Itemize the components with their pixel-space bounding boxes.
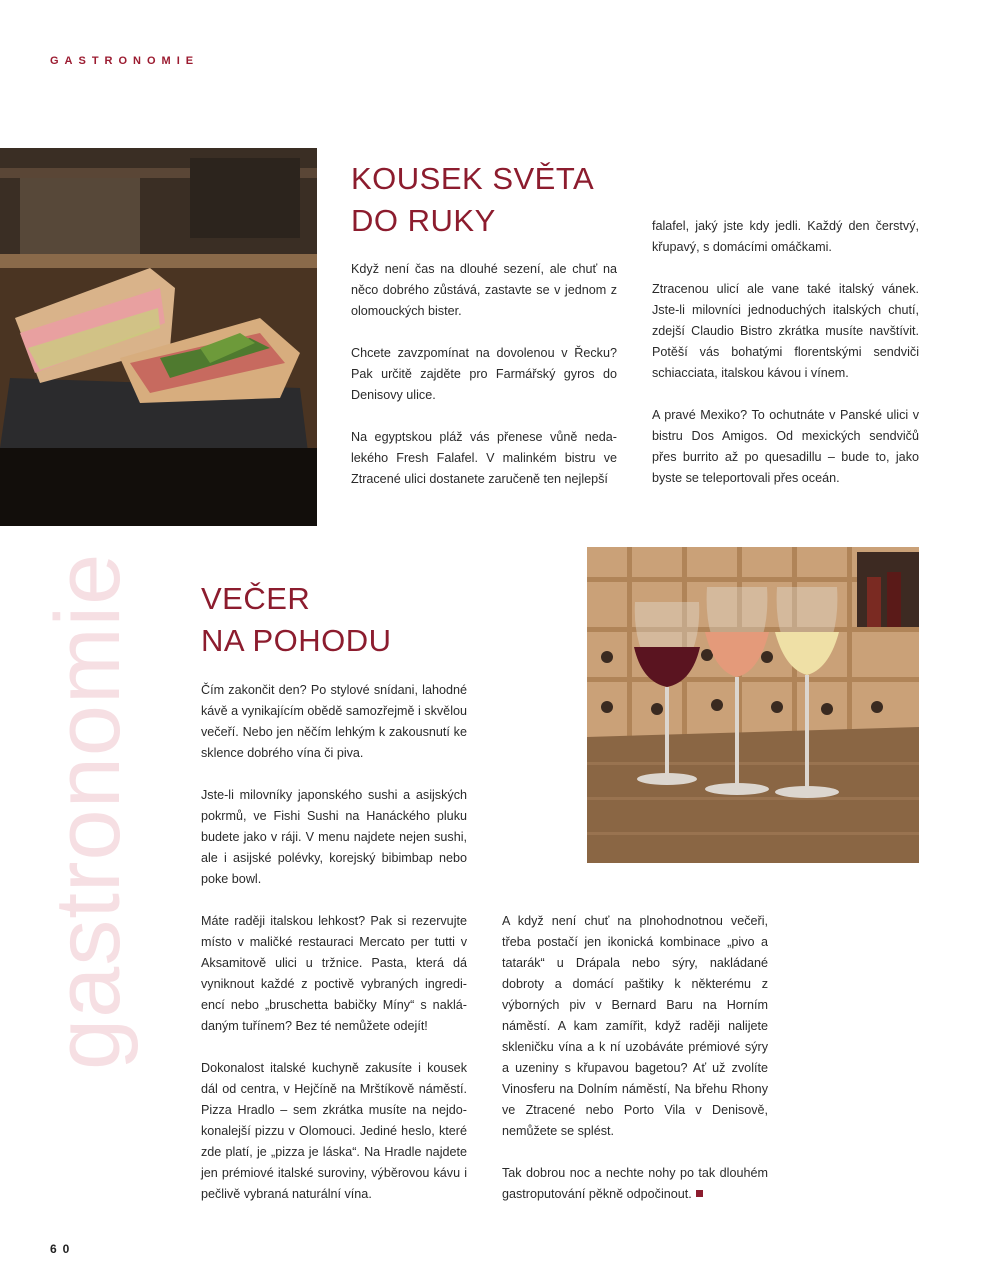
sandwich-photo xyxy=(0,148,317,526)
wine-photo xyxy=(587,547,919,863)
end-mark-icon xyxy=(696,1190,703,1197)
paragraph-end xyxy=(502,1163,768,1205)
article2-heading xyxy=(201,578,392,662)
paragraph: Ztracenou ulicí ale vane také italský vánek. Jste-li milovníci jednoduchých italských chutí, zdejší Claudio Bistro zkrátka musíte navštívit. Potěší vás bohatými florentskými sendviči schiacciata, italskou kávou i vínem. xyxy=(652,282,919,380)
sandwich-image xyxy=(0,148,317,526)
article2-heading-line2: NA POHODU xyxy=(201,623,392,658)
closing-text: Tak dobrou noc a nechte nohy po tak dlouhém gastroputování pěkně odpočinout. xyxy=(502,1166,768,1201)
article1-column2 xyxy=(652,216,919,489)
paragraph: Na egyptskou pláž vás přenese vůně neda-lekého Fresh Falafel. V malinkém bistru ve Ztracené ulici dostanete zaručeně ten nejlepší xyxy=(351,430,617,486)
article1-column1 xyxy=(351,259,617,490)
paragraph: Jste-li milovníky japonského sushi a asijských pokrmů, ve Fishi Sushi na Hanáckého pluku budete jako v ráji. V menu najdete nejen sushi, ale i asijské polévky, korejský bibimbap nebo poke bowl. xyxy=(201,788,467,886)
article1-heading-line1: KOUSEK SVĚTA xyxy=(351,161,595,196)
article1-heading-line2: DO RUKY xyxy=(351,203,496,238)
paragraph: Máte raději italskou lehkost? Pak si rezervujte místo v maličké restauraci Mercato per tutti v Aksamitově ulici u tržnice. Pasta, která dá vyniknout každé z poctivě vybraných ingredi-encí nebo „bruschetta babičky Míny“ s naklá-daným tuřínem? Bez té nemůžete odejít! xyxy=(201,914,467,1033)
paragraph: A když není chuť na plnohodnotnou večeři, třeba postačí jen ikonická kombinace „pivo a tatarák“ u Drápala nebo sýry, nakládané dobroty a domácí paštiky k některému z výborných piv v Bernard Baru na Horním náměstí. A kam zamířit, když raději nalijete skleničku vína a k ní uzobáváte prémiové sýry a uzeniny s křupavou bagetou? Ať už zvolíte Vinosferu na Dolním náměstí, Na břehu Rhony ve Ztracené nebo Porto Vila v Denisově, nemůžete se splést. xyxy=(502,914,768,1138)
paragraph: Chcete zavzpomínat na dovolenou v Řecku? Pak určitě zajděte pro Farmářský gyros do Denisovy ulice. xyxy=(351,346,617,402)
article2-column1 xyxy=(201,680,467,1205)
vertical-section-word: gastronomie xyxy=(37,552,139,1070)
page-number: 60 xyxy=(50,1242,76,1256)
paragraph: A pravé Mexiko? To ochutnáte v Panské ulici v bistru Dos Amigos. Od mexických sendvičů přes burrito až po quesadillu – bude to, jako byste se teleportovali přes oceán. xyxy=(652,408,919,485)
article1-heading xyxy=(351,158,594,242)
article2-column2 xyxy=(502,911,768,1205)
section-label: GASTRONOMIE xyxy=(50,55,200,67)
article2-heading-line1: VEČER xyxy=(201,581,311,616)
paragraph: Čím zakončit den? Po stylové snídani, lahodné kávě a vynikajícím obědě samozřejmě i skvělou večeří. Nebo jen něčím lehkým k zakousnutí ke sklence dobrého vína či piva. xyxy=(201,683,467,760)
wine-glasses-image xyxy=(587,547,919,863)
paragraph: falafel, jaký jste kdy jedli. Každý den čerstvý, křupavý, s domácími omáčkami. xyxy=(652,219,919,254)
paragraph: Když není čas na dlouhé sezení, ale chuť na něco dobrého zůstává, zastavte se v jednom z olomouckých bister. xyxy=(351,262,617,318)
paragraph: Dokonalost italské kuchyně zakusíte i kousek dál od centra, v Hejčíně na Mrštíkově náměstí. Pizza Hradlo – sem zkrátka musíte na nejdo-konalejší pizzu v Olomouci. Jediné heslo, které zde platí, je „pizza je láska“. Na Hradle najdete jen prémiové italské suroviny, výběrovou kávu i pečlivě vybraná naturální vína. xyxy=(201,1061,467,1201)
